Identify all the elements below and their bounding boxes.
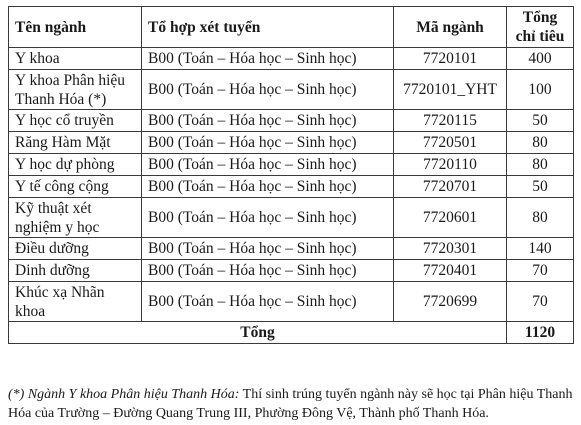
quota: 50 bbox=[507, 176, 574, 198]
table-row bbox=[9, 198, 574, 238]
total-label: Tổng bbox=[9, 322, 507, 344]
table-header-row bbox=[9, 7, 574, 48]
quota: 400 bbox=[507, 48, 574, 70]
footnote-lead: (*) Ngành Y khoa Phân hiệu Thanh Hóa: bbox=[8, 387, 240, 402]
subject-combination: B00 (Toán – Hóa học – Sinh học) bbox=[142, 110, 394, 132]
footnote-text: Thí sinh trúng tuyển ngành này sẽ học tại Phân hiệu Thanh Hóa của Trường – Đường Quang Trung III, Phường Đông Vệ, Thành phố Thanh Hóa. bbox=[8, 387, 573, 421]
major-code: 7720101_YHT bbox=[394, 70, 507, 110]
quota: 50 bbox=[507, 110, 574, 132]
total-row bbox=[9, 322, 574, 344]
quota: 80 bbox=[507, 154, 574, 176]
major-code: 7720699 bbox=[394, 282, 507, 322]
subject-combination: B00 (Toán – Hóa học – Sinh học) bbox=[142, 176, 394, 198]
major-name: Y tế công cộng bbox=[9, 176, 142, 198]
major-code: 7720301 bbox=[394, 238, 507, 260]
major-name: Dinh dưỡng bbox=[9, 260, 142, 282]
major-code: 7720401 bbox=[394, 260, 507, 282]
subject-combination: B00 (Toán – Hóa học – Sinh học) bbox=[142, 132, 394, 154]
subject-combination: B00 (Toán – Hóa học – Sinh học) bbox=[142, 238, 394, 260]
header-major-name: Tên ngành bbox=[9, 7, 142, 48]
table-row bbox=[9, 154, 574, 176]
admission-quota-table bbox=[8, 6, 574, 344]
major-name: Khúc xạ Nhãn khoa bbox=[9, 282, 142, 322]
major-code: 7720601 bbox=[394, 198, 507, 238]
major-name: Điều dưỡng bbox=[9, 238, 142, 260]
quota: 70 bbox=[507, 260, 574, 282]
major-code: 7720115 bbox=[394, 110, 507, 132]
header-major-code: Mã ngành bbox=[394, 7, 507, 48]
subject-combination: B00 (Toán – Hóa học – Sinh học) bbox=[142, 70, 394, 110]
major-code: 7720110 bbox=[394, 154, 507, 176]
header-total-quota: Tổng chỉ tiêu bbox=[507, 7, 574, 48]
table-row bbox=[9, 238, 574, 260]
subject-combination: B00 (Toán – Hóa học – Sinh học) bbox=[142, 48, 394, 70]
major-name: Y khoa Phân hiệu Thanh Hóa (*) bbox=[9, 70, 142, 110]
major-code: 7720101 bbox=[394, 48, 507, 70]
table-row bbox=[9, 48, 574, 70]
subject-combination: B00 (Toán – Hóa học – Sinh học) bbox=[142, 282, 394, 322]
table-row bbox=[9, 70, 574, 110]
major-name: Kỹ thuật xét nghiệm y học bbox=[9, 198, 142, 238]
footnote bbox=[8, 385, 576, 423]
quota: 80 bbox=[507, 132, 574, 154]
major-name: Y học dự phòng bbox=[9, 154, 142, 176]
subject-combination: B00 (Toán – Hóa học – Sinh học) bbox=[142, 154, 394, 176]
subject-combination: B00 (Toán – Hóa học – Sinh học) bbox=[142, 198, 394, 238]
table-row bbox=[9, 110, 574, 132]
major-name: Y khoa bbox=[9, 48, 142, 70]
major-code: 7720501 bbox=[394, 132, 507, 154]
quota: 140 bbox=[507, 238, 574, 260]
major-code: 7720701 bbox=[394, 176, 507, 198]
table-row bbox=[9, 260, 574, 282]
header-subject-combination: Tổ hợp xét tuyển bbox=[142, 7, 394, 48]
table-row bbox=[9, 282, 574, 322]
quota: 100 bbox=[507, 70, 574, 110]
table-row bbox=[9, 132, 574, 154]
quota: 70 bbox=[507, 282, 574, 322]
quota: 80 bbox=[507, 198, 574, 238]
major-name: Y học cổ truyền bbox=[9, 110, 142, 132]
total-value: 1120 bbox=[507, 322, 574, 344]
subject-combination: B00 (Toán – Hóa học – Sinh học) bbox=[142, 260, 394, 282]
table-row bbox=[9, 176, 574, 198]
major-name: Răng Hàm Mặt bbox=[9, 132, 142, 154]
